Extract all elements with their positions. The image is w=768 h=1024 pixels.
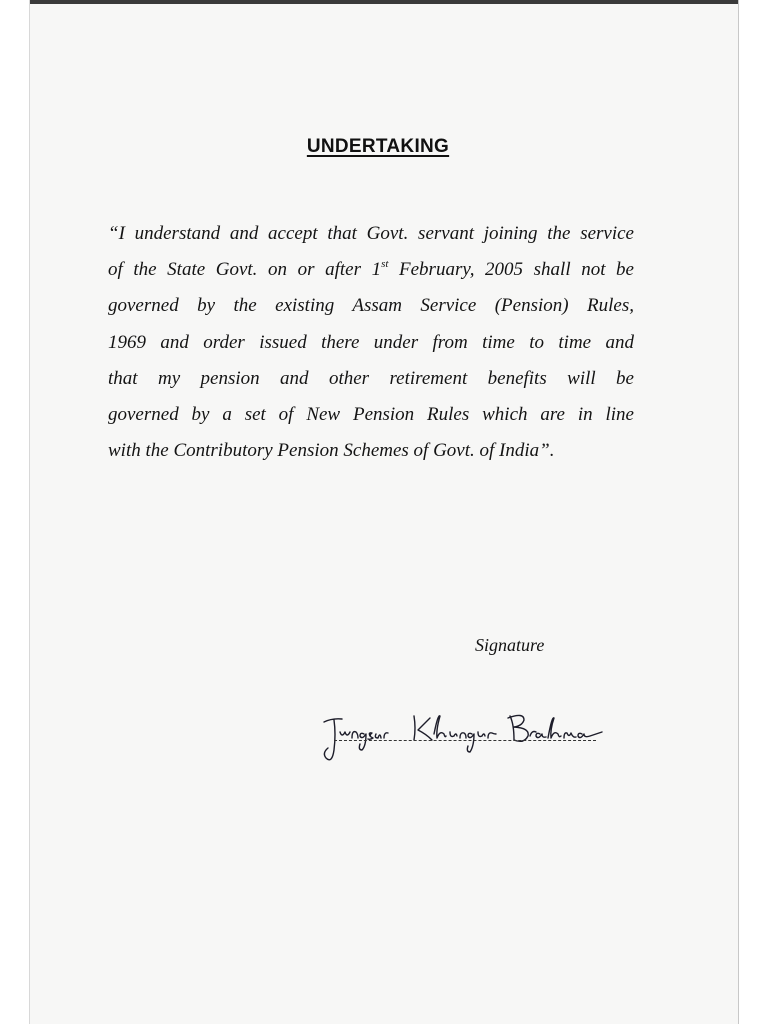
body-line-1: “I understand and accept that Govt. servant joining the service	[108, 223, 634, 244]
body-line-2-end: February, 2005 shall not be	[388, 259, 634, 281]
signature-label: Signature	[475, 635, 545, 655]
document-title: UNDERTAKING	[306, 136, 450, 157]
body-line-3: governed by the existing Assam Service (Pension) Rules,	[108, 295, 634, 317]
body-line-4: 1969 and order issued there under from time to time and	[108, 331, 634, 353]
body-line-2-start: of the State Govt. on or after 1	[108, 259, 382, 281]
body-line-6: governed by a set of New Pension Rules which are in line	[108, 404, 634, 426]
body-line-5: that my pension and other retirement benefits will be	[108, 367, 634, 389]
ordinal-suffix: st	[381, 258, 389, 271]
body-line-2	[108, 252, 634, 288]
scan-top-edge	[30, 0, 738, 4]
undertaking-body	[108, 216, 634, 469]
handwritten-signature	[318, 706, 608, 766]
body-line-7: with the Contributory Pension Schemes of Govt. of India”.	[108, 440, 555, 462]
signature-line	[334, 740, 596, 741]
